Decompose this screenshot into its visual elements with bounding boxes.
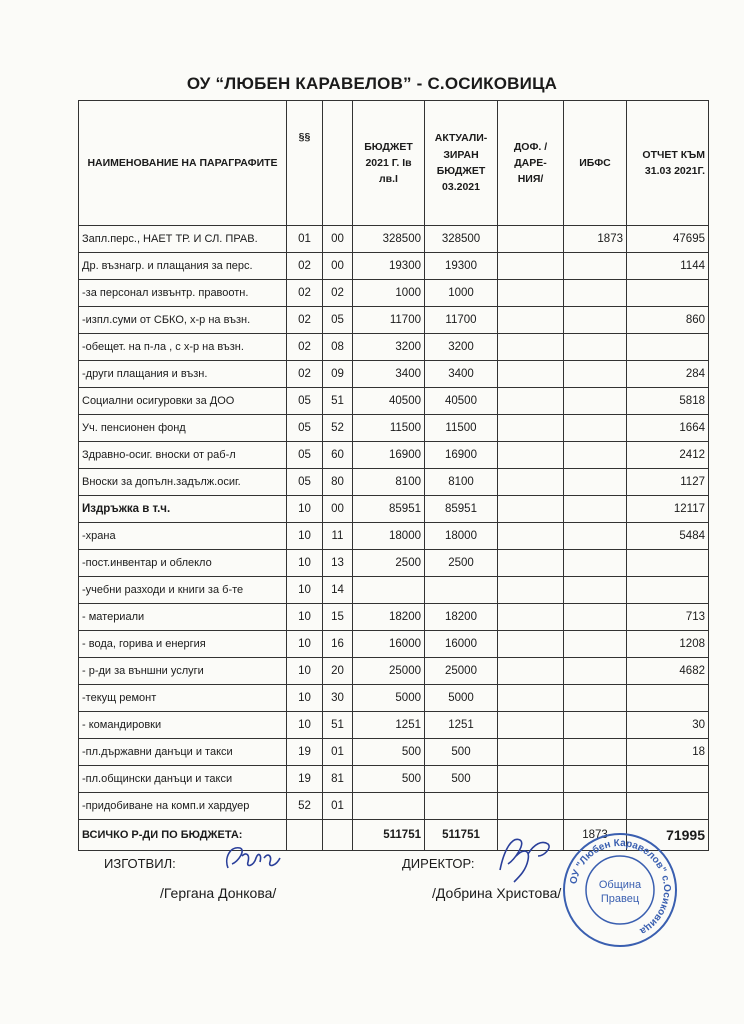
row-budget: 5000	[353, 685, 425, 712]
row-subparagraph: 80	[323, 469, 353, 496]
row-report	[627, 577, 709, 604]
row-updated-budget: 3400	[425, 361, 498, 388]
row-updated-budget: 16900	[425, 442, 498, 469]
header-donations: ДОФ. /ДАРЕ- НИЯ/	[498, 101, 564, 226]
total-budget: 511751	[353, 820, 425, 851]
row-paragraph: 10	[287, 577, 323, 604]
row-report: 18	[627, 739, 709, 766]
row-donations	[498, 253, 564, 280]
row-name: -пл.общински данъци и такси	[79, 766, 287, 793]
row-ibfs	[564, 577, 627, 604]
table-row	[79, 577, 709, 604]
preparer-signature	[220, 840, 290, 880]
row-name: -учебни разходи и книги за б-те	[79, 577, 287, 604]
header-paragraph-sub	[323, 101, 353, 226]
row-subparagraph: 51	[323, 712, 353, 739]
row-budget: 16000	[353, 631, 425, 658]
header-budget: БЮДЖЕТ 2021 Г. Ів лв.І	[353, 101, 425, 226]
row-donations	[498, 226, 564, 253]
row-paragraph: 10	[287, 523, 323, 550]
row-ibfs	[564, 712, 627, 739]
table-row	[79, 226, 709, 253]
row-name: - р-ди за външни услуги	[79, 658, 287, 685]
table-row	[79, 253, 709, 280]
row-budget: 500	[353, 739, 425, 766]
row-report: 860	[627, 307, 709, 334]
school-stamp	[560, 830, 680, 950]
row-report: 1208	[627, 631, 709, 658]
table-row	[79, 415, 709, 442]
table-row	[79, 307, 709, 334]
row-paragraph: 10	[287, 604, 323, 631]
row-updated-budget: 8100	[425, 469, 498, 496]
row-paragraph: 02	[287, 280, 323, 307]
row-updated-budget: 40500	[425, 388, 498, 415]
header-name: НАИМЕНОВАНИЕ НА ПАРАГРАФИТЕ	[79, 101, 287, 226]
row-donations	[498, 334, 564, 361]
total-report: 71995	[627, 820, 709, 851]
row-budget: 19300	[353, 253, 425, 280]
row-ibfs	[564, 307, 627, 334]
row-donations	[498, 739, 564, 766]
table-row	[79, 712, 709, 739]
table-row	[79, 766, 709, 793]
table-row	[79, 631, 709, 658]
row-subparagraph: 00	[323, 253, 353, 280]
row-donations	[498, 361, 564, 388]
row-updated-budget: 18000	[425, 523, 498, 550]
row-subparagraph: 05	[323, 307, 353, 334]
row-updated-budget: 1251	[425, 712, 498, 739]
row-donations	[498, 415, 564, 442]
row-ibfs	[564, 280, 627, 307]
budget-table	[78, 100, 709, 851]
row-paragraph: 01	[287, 226, 323, 253]
row-report: 1144	[627, 253, 709, 280]
header-updated-budget: АКТУАЛИ- ЗИРАН БЮДЖЕТ 03.2021	[425, 101, 498, 226]
row-paragraph: 10	[287, 685, 323, 712]
row-name: -за персонал извънтр. правоотн.	[79, 280, 287, 307]
row-name: -текущ ремонт	[79, 685, 287, 712]
row-paragraph: 05	[287, 415, 323, 442]
row-ibfs	[564, 523, 627, 550]
row-report	[627, 793, 709, 820]
row-report: 4682	[627, 658, 709, 685]
row-name: -пл.държавни данъци и такси	[79, 739, 287, 766]
row-budget: 1251	[353, 712, 425, 739]
row-report: 47695	[627, 226, 709, 253]
row-name: -обещет. на п-ла , с х-р на възн.	[79, 334, 287, 361]
row-ibfs	[564, 793, 627, 820]
row-budget: 16900	[353, 442, 425, 469]
row-paragraph: 10	[287, 550, 323, 577]
row-paragraph: 10	[287, 496, 323, 523]
header-paragraph: §§	[287, 101, 323, 226]
row-updated-budget: 18200	[425, 604, 498, 631]
row-subparagraph: 13	[323, 550, 353, 577]
row-updated-budget: 328500	[425, 226, 498, 253]
row-paragraph: 02	[287, 253, 323, 280]
row-updated-budget: 3200	[425, 334, 498, 361]
row-subparagraph: 08	[323, 334, 353, 361]
row-updated-budget: 11700	[425, 307, 498, 334]
row-updated-budget: 85951	[425, 496, 498, 523]
table-row	[79, 469, 709, 496]
row-report: 5484	[627, 523, 709, 550]
row-updated-budget: 2500	[425, 550, 498, 577]
row-ibfs	[564, 361, 627, 388]
row-donations	[498, 307, 564, 334]
row-budget: 1000	[353, 280, 425, 307]
row-paragraph: 02	[287, 334, 323, 361]
row-report: 713	[627, 604, 709, 631]
row-ibfs	[564, 739, 627, 766]
row-donations	[498, 604, 564, 631]
row-subparagraph: 00	[323, 496, 353, 523]
row-paragraph: 52	[287, 793, 323, 820]
row-paragraph: 19	[287, 739, 323, 766]
total-ibfs: 1873	[564, 820, 627, 851]
row-budget: 25000	[353, 658, 425, 685]
table-row	[79, 793, 709, 820]
table-row	[79, 388, 709, 415]
row-donations	[498, 712, 564, 739]
row-subparagraph: 60	[323, 442, 353, 469]
row-budget: 11500	[353, 415, 425, 442]
row-budget	[353, 793, 425, 820]
row-name: Вноски за допълн.задълж.осиг.	[79, 469, 287, 496]
row-paragraph: 02	[287, 307, 323, 334]
row-report	[627, 550, 709, 577]
row-ibfs	[564, 334, 627, 361]
row-report	[627, 280, 709, 307]
row-updated-budget: 500	[425, 766, 498, 793]
row-budget: 11700	[353, 307, 425, 334]
row-donations	[498, 469, 564, 496]
row-donations	[498, 388, 564, 415]
row-ibfs	[564, 469, 627, 496]
header-report: ОТЧЕТ КЪМ 31.03 2021Г.	[627, 101, 709, 226]
row-paragraph: 05	[287, 388, 323, 415]
total-p1	[287, 820, 323, 851]
row-updated-budget	[425, 577, 498, 604]
row-name: Здравно-осиг. вноски от раб-л	[79, 442, 287, 469]
row-report: 5818	[627, 388, 709, 415]
row-report	[627, 334, 709, 361]
row-report: 30	[627, 712, 709, 739]
row-paragraph: 19	[287, 766, 323, 793]
row-updated-budget: 16000	[425, 631, 498, 658]
row-ibfs	[564, 442, 627, 469]
row-report: 2412	[627, 442, 709, 469]
row-budget: 85951	[353, 496, 425, 523]
row-budget: 8100	[353, 469, 425, 496]
table-row	[79, 442, 709, 469]
row-donations	[498, 631, 564, 658]
row-paragraph: 05	[287, 442, 323, 469]
row-updated-budget: 19300	[425, 253, 498, 280]
table-row	[79, 361, 709, 388]
row-name: - материали	[79, 604, 287, 631]
row-updated-budget: 11500	[425, 415, 498, 442]
director-signature	[490, 830, 560, 890]
director-label: ДИРЕКТОР:	[402, 856, 475, 871]
row-name: -придобиване на комп.и хардуер	[79, 793, 287, 820]
row-paragraph: 02	[287, 361, 323, 388]
row-report: 1127	[627, 469, 709, 496]
row-paragraph: 10	[287, 658, 323, 685]
table-row	[79, 334, 709, 361]
row-donations	[498, 496, 564, 523]
row-name: Издръжка в т.ч.	[79, 496, 287, 523]
row-subparagraph: 01	[323, 739, 353, 766]
row-ibfs: 1873	[564, 226, 627, 253]
row-budget: 500	[353, 766, 425, 793]
row-budget	[353, 577, 425, 604]
row-subparagraph: 16	[323, 631, 353, 658]
table-row	[79, 550, 709, 577]
row-subparagraph: 01	[323, 793, 353, 820]
row-name: Уч. пенсионен фонд	[79, 415, 287, 442]
table-header-row	[79, 101, 709, 226]
row-budget: 3200	[353, 334, 425, 361]
row-updated-budget	[425, 793, 498, 820]
row-name: -други плащания и възн.	[79, 361, 287, 388]
row-donations	[498, 280, 564, 307]
row-subparagraph: 15	[323, 604, 353, 631]
prepared-by-label: ИЗГОТВИЛ:	[104, 856, 176, 871]
row-ibfs	[564, 415, 627, 442]
row-name: - командировки	[79, 712, 287, 739]
row-ibfs	[564, 766, 627, 793]
row-donations	[498, 523, 564, 550]
row-donations	[498, 577, 564, 604]
total-updated: 511751	[425, 820, 498, 851]
row-paragraph: 05	[287, 469, 323, 496]
row-subparagraph: 30	[323, 685, 353, 712]
document-title: ОУ “ЛЮБЕН КАРАВЕЛОВ” - С.ОСИКОВИЦА	[186, 74, 558, 93]
row-paragraph: 10	[287, 631, 323, 658]
table-row	[79, 685, 709, 712]
row-budget: 18000	[353, 523, 425, 550]
row-donations	[498, 442, 564, 469]
table-row	[79, 604, 709, 631]
row-ibfs	[564, 604, 627, 631]
row-budget: 3400	[353, 361, 425, 388]
row-subparagraph: 81	[323, 766, 353, 793]
row-name: -храна	[79, 523, 287, 550]
prepared-by-name: /Гергана Донкова/	[160, 885, 277, 901]
row-name: -пост.инвентар и облекло	[79, 550, 287, 577]
row-subparagraph: 00	[323, 226, 353, 253]
row-name: Социални осигуровки за ДОО	[79, 388, 287, 415]
row-ibfs	[564, 388, 627, 415]
row-name: -изпл.суми от СБКО, х-р на възн.	[79, 307, 287, 334]
table-row	[79, 280, 709, 307]
director-name: /Добрина Христова/	[432, 885, 562, 901]
row-donations	[498, 766, 564, 793]
table-row	[79, 523, 709, 550]
row-report	[627, 766, 709, 793]
row-budget: 2500	[353, 550, 425, 577]
table-row	[79, 496, 709, 523]
stamp-ring-text: ОУ "Любен Каравелов" с.Осиковица	[568, 837, 673, 937]
row-name: - вода, горива и енергия	[79, 631, 287, 658]
row-subparagraph: 09	[323, 361, 353, 388]
row-subparagraph: 20	[323, 658, 353, 685]
row-donations	[498, 550, 564, 577]
row-updated-budget: 5000	[425, 685, 498, 712]
row-budget: 328500	[353, 226, 425, 253]
row-ibfs	[564, 550, 627, 577]
row-report: 284	[627, 361, 709, 388]
table-body	[79, 226, 709, 820]
row-donations	[498, 793, 564, 820]
row-ibfs	[564, 253, 627, 280]
row-subparagraph: 11	[323, 523, 353, 550]
row-paragraph: 10	[287, 712, 323, 739]
row-ibfs	[564, 631, 627, 658]
row-ibfs	[564, 685, 627, 712]
row-subparagraph: 14	[323, 577, 353, 604]
row-ibfs	[564, 658, 627, 685]
row-ibfs	[564, 496, 627, 523]
row-name: Др. възнагр. и плащания за перс.	[79, 253, 287, 280]
row-budget: 40500	[353, 388, 425, 415]
stamp-line2: Правец	[600, 893, 640, 905]
row-name: Запл.перс., НАЕТ ТР. И СЛ. ПРАВ.	[79, 226, 287, 253]
row-report: 12117	[627, 496, 709, 523]
row-report: 1664	[627, 415, 709, 442]
row-updated-budget: 500	[425, 739, 498, 766]
row-subparagraph: 51	[323, 388, 353, 415]
stamp-line1: Община	[598, 879, 642, 891]
header-ibfs: ИБФС	[564, 101, 627, 226]
row-subparagraph: 02	[323, 280, 353, 307]
row-updated-budget: 1000	[425, 280, 498, 307]
total-label: ВСИЧКО Р-ДИ ПО БЮДЖЕТА:	[79, 820, 287, 851]
row-subparagraph: 52	[323, 415, 353, 442]
table-row	[79, 658, 709, 685]
row-donations	[498, 685, 564, 712]
total-p2	[323, 820, 353, 851]
table-row	[79, 739, 709, 766]
row-budget: 18200	[353, 604, 425, 631]
row-donations	[498, 658, 564, 685]
row-report	[627, 685, 709, 712]
row-updated-budget: 25000	[425, 658, 498, 685]
